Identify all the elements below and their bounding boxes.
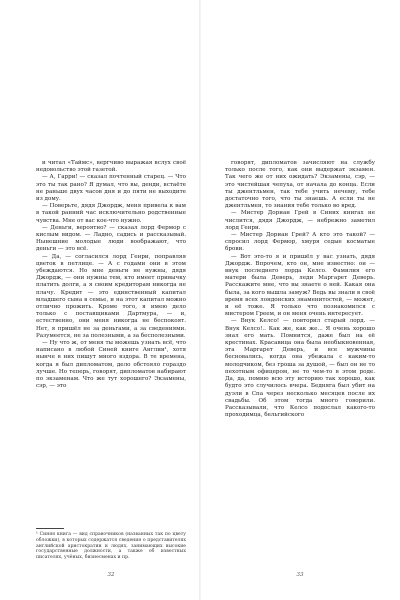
footnote-separator bbox=[36, 528, 64, 529]
paragraph: — Мистер Дориан Грей в Синих книгах не числится, дядя Джордж, — небрежно заметил лорд Генри. bbox=[225, 210, 375, 231]
paragraph: — Вот это-то я и пришёл у вас узнать, дядя Джордж. Впрочем, кто он, мне известно: он — внук последнего лорда Келсо. Фамилия его матери была Деверь, леди Маргарет Деверь. Расскажите мне, что вы знаете о ней. Какая она была, за кого вышла замуж? Ведь вы знали в своё время всех лондонских знаменитостей, — может, и её тоже. Я только что познакомился с мистером Греем, и он меня очень интересует. bbox=[225, 253, 375, 318]
paragraph: и читал «Таймс», вергчиво выражая вслух своё недовольство этой газетой. bbox=[36, 160, 186, 174]
paragraph: — Ну что ж, от меня ты можешь узнать всё, что написано в любой Синей книге Англии¹, хотя нынче в них пишут много вздора. В те времена, когда я был дипломатом, дело обстояло гораздо лучше. Но теперь, говорят, дипломатов набирают по экзаменам. Что же тут хорошего? Экзамены, сэр, — это bbox=[36, 340, 186, 390]
right-page bbox=[200, 0, 400, 600]
right-page-text bbox=[225, 160, 375, 419]
paragraph: — Поверьте, дядя Джордж, меня привела к вам в такой ранний час исключительно родственные чувства. Мне от вас кое-что нужно. bbox=[36, 203, 186, 224]
left-page-text bbox=[36, 160, 186, 391]
page-number-right: 33 bbox=[296, 572, 304, 578]
paragraph: — Мистер Дориан Грей? А кто это такой? — спросил лорд Фермор, хмуря седые косматые брови. bbox=[225, 232, 375, 253]
paragraph: — А, Гарри! — сказал почтенный старец. — Что это ты так рано? Я думал, что вы, денди, встаёте не раньше двух часов дня и до пяти не выходите из дому. bbox=[36, 174, 186, 203]
page-number-left: 32 bbox=[107, 572, 115, 578]
paragraph: говорят, дипломатов зачисляют на службу только после того, как они выдержат экзамен. Так чего же от них ожидать? Экзамены, сэр, — это чистейшая чепуха, от начала до конца. Если ты джентльмен, так тебе учить нечему, тебе достаточно того, что ты знаешь. А если ты не джентльмен, то знания тебе только во вред. bbox=[225, 160, 375, 210]
paragraph: — Да, — согласился лорд Генри, поправляя цветок в петлице. — А с годами они в этом убеждаются. Но мне деньги не нужны, дядя Джордж, — они нужны тем, кто имеет привычку платить долги, а я своим кредиторам никогда не плачу. Кредит — это единственный капитал младшего сына в семье, и на этот капитал можно отлично прожить. Кроме того, я имею дело только с поставщиками Дартмура, — и, естественно, они меня никогда не беспокоят. Нет, я пришёл не за деньгами, а за сведениями. Разумеется, не за полезными, а за бесполезными. bbox=[36, 253, 186, 339]
paragraph: — Внук Келсо! — повторил старый лорд. — Внук Келсо!.. Как же, как же... Я очень хорошо знал его мать. Помнится, даже был на её крестинах. Красавица она была необыкновенная, эта Маргарет Деверь, и все мужчины бесновались, когда она убежала с каким-то молодчиком, без гроша за душой, — был он не то пехотным офицером, не то чем-то в этом роде. Да, да, помню всю эту историю так хорошо, как будто это случилось вчера. Бедняга был убит на дуэли в Спа через несколько месяцев после их свадьбы. Об этом тогда много говорили. Рассказывали, что Келсо подослал какого-то проходимца, бельгийского bbox=[225, 318, 375, 419]
paragraph: — Деньги, вероятно? — сказал лорд Фермор с кислым видом. — Ладно, садись и рассказывай. Нынешние молодые люди воображают, что деньги — это всё. bbox=[36, 224, 186, 253]
footnote: ¹ Синяя книга — вид справочников (названных так по цвету обложки), в которых содержатся сведения о представителях английской аристократии и людях, занимающих высокие государственные должности, а также об известных писателях, учёных, бизнесменах и пр. bbox=[36, 532, 186, 561]
